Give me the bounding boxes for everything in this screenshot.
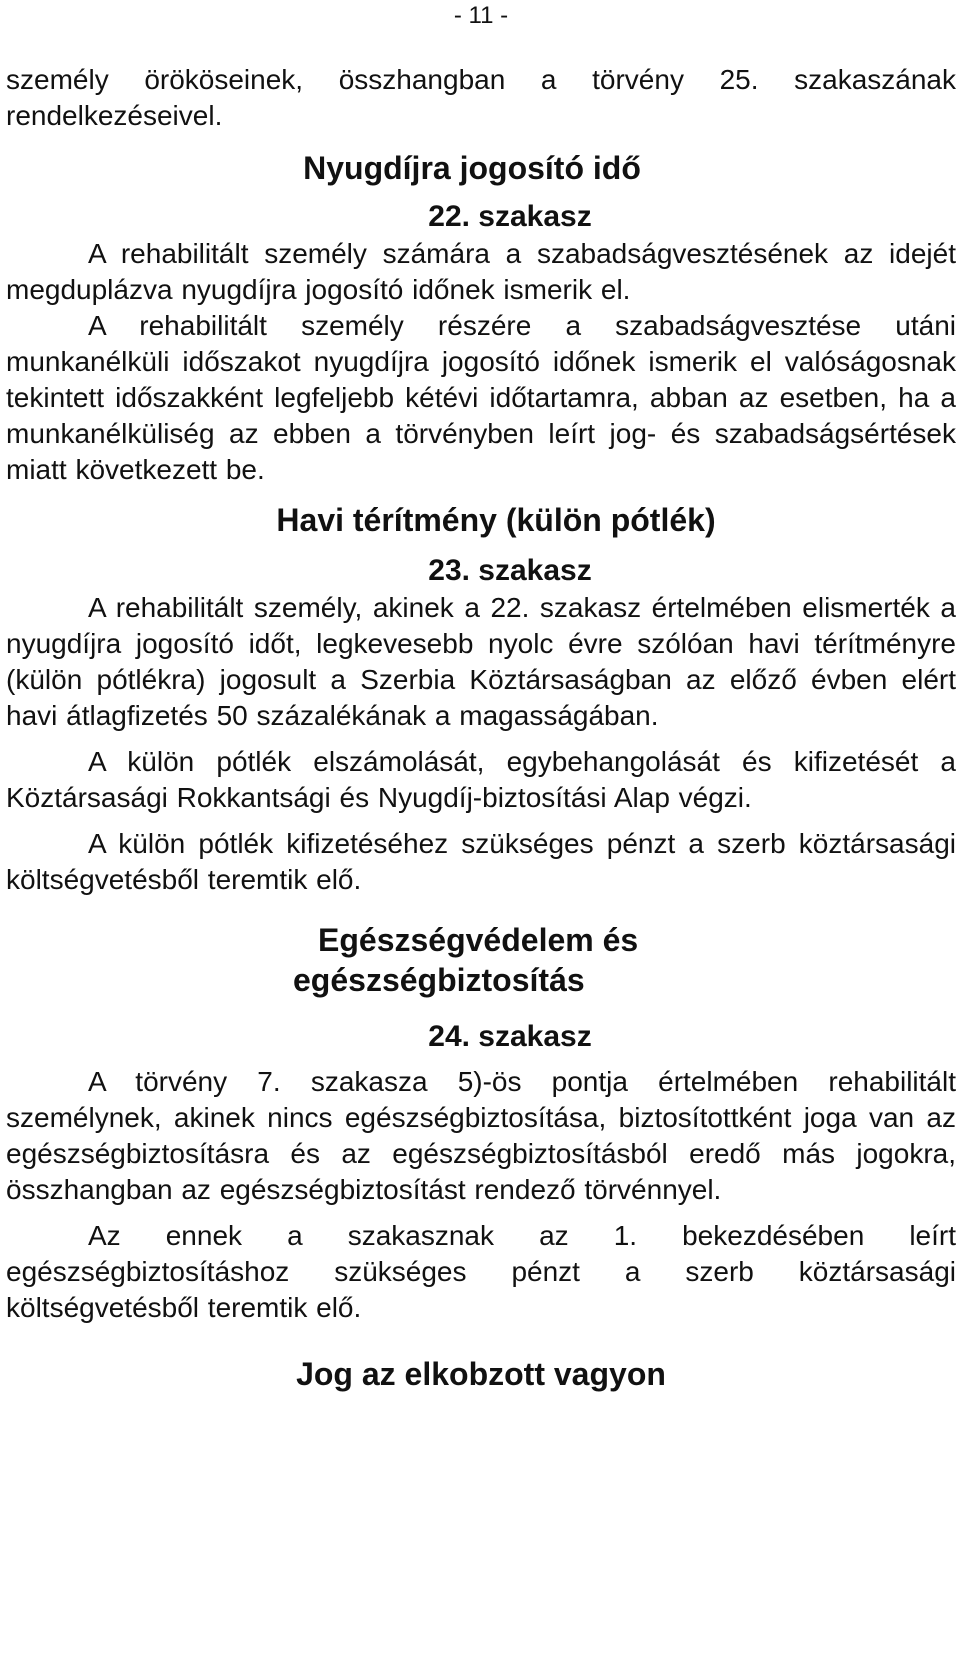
section-24-paragraph-1: A törvény 7. szakasza 5)-ös pontja értelmében rehabilitált személynek, akinek nincs egészségbiztosítása, biztosítottként joga van az egészségbiztosításra és az egészségbiztosításból eredő más jogokra, összhangban az egészségbiztosítást rendező törvénnyel. <box>6 1066 956 1205</box>
document-page <box>6 0 956 1394</box>
section-23-paragraph-2: A külön pótlék elszámolását, egybehangolását és kifizetését a Köztársasági Rokkantsági és Nyugdíj-biztosítási Alap végzi. <box>6 746 956 813</box>
section-24-title: 24. szakasz <box>428 1020 592 1053</box>
heading-monthly-allowance: Havi térítmény (külön pótlék) <box>276 502 716 538</box>
section-22-paragraph-1: A rehabilitált személy számára a szabadságvesztésének az idejét megduplázva nyugdíjra jogosító időnek ismerik el. <box>6 238 956 305</box>
heading-health-protection-line2: egészségbiztosítás <box>293 962 585 998</box>
section-23-paragraph-1: A rehabilitált személy, akinek a 22. szakasz értelmében elismerték a nyugdíjra jogosító időt, legkevesebb nyolc évre szólóan havi térítményre (külön pótlékra) jogosult a Szerbia Köztársaságban az előző évben elért havi átlagfizetés 50 százalékának a magasságában. <box>6 592 956 731</box>
heading-confiscated-property: Jog az elkobzott vagyon <box>296 1356 666 1392</box>
section-22-paragraph-2: A rehabilitált személy részére a szabadságvesztése utáni munkanélküli időszakot nyugdíjra jogosító időnek ismerik el valóságosnak tekintett időszakként legfeljebb kétévi időtartamra, abban az esetben, ha a munkanélküliség az ebben a törvényben leírt jog- és szabadságsértések miatt következett be. <box>6 310 956 485</box>
section-22-title: 22. szakasz <box>428 200 592 233</box>
section-24-paragraph-2: Az ennek a szakasznak az 1. bekezdésében leírt egészségbiztosításhoz szükséges pénzt a szerb köztársasági költségvetésből teremtik elő. <box>6 1220 956 1323</box>
section-23-title: 23. szakasz <box>428 554 592 587</box>
page-number: - 11 - <box>453 2 509 29</box>
heading-pension-time: Nyugdíjra jogosító idő <box>303 150 641 186</box>
section-23-paragraph-3: A külön pótlék kifizetéséhez szükséges pénzt a szerb köztársasági költségvetésből teremtik elő. <box>6 828 956 895</box>
heading-health-protection-line1: Egészségvédelem és <box>318 922 639 958</box>
paragraph-continuation: személy örököseinek, összhangban a törvény 25. szakaszának rendelkezéseivel. <box>6 64 956 131</box>
